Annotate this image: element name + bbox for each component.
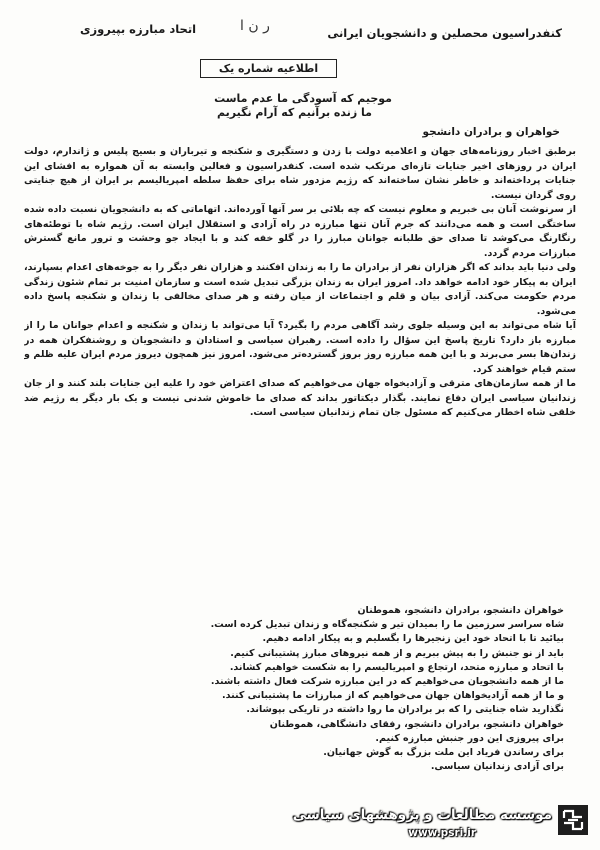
body-paragraph: آیا شاه می‌تواند به این وسیله جلوی رشد آگاهی مردم را بگیرد؟ آیا می‌تواند با زندان و شکنجه و اعدام جوانان ما را از مبارزه باز دارد؟ تاریخ پاسخ این سؤال را داده است. رهبران سیاسی و استادان و دانشجویان و روشنفکران همه در زندان‌ها بسر می‌برند و با این همه مبارزه روز بروز گسترده‌تر می‌شود. امروز نیز همچون دیروز مردم ایران علیه ظلم و ستم قیام خواهند کرد. <box>24 320 576 375</box>
closing-line: خواهران دانشجو، برادران دانشجو، رفقای دانشگاهی، هموطنان <box>269 718 564 730</box>
organization-header: کنفدراسیون محصلین و دانشجویان ایرانی <box>327 26 562 40</box>
closing-line: شاه سراسر سرزمین ما را بمیدان تیر و شکنجه‌گاه و زندان تبدیل کرده است. <box>210 619 564 631</box>
closing-line: نگذارید شاه جنایتی را که بر برادران ما روا داشته در تاریکی بپوشاند. <box>246 704 564 716</box>
institute-name: موسسه مطالعات و پژوهشهای سیاسی <box>292 807 552 823</box>
closing-line: با اتحاد و مبارزه متحد، ارتجاع و امپریالیسم را به شکست خواهیم کشاند. <box>229 661 564 673</box>
institute-logo-icon <box>558 805 588 835</box>
closing-section <box>34 604 564 774</box>
body-text <box>24 145 576 600</box>
closing-line: بیائید تا با اتحاد خود این زنجیرها را بگسلیم و به پیکار ادامه دهیم. <box>262 633 564 645</box>
body-paragraph: از سرنوشت آنان بی خبریم و معلوم نیست که چه بلائی بر سر آنها آورده‌اند. اتهاماتی که به دانشجویان نسبت داده شده ساختگی است و همه می‌دانند که جرم آنان تنها مبارزه در راه آزادی و استقلال ایران است. رژیم شاه با توطئه‌های رنگارنگ می‌کوشد تا صدای حق طلبانه جوانان مبارز را در گلو خفه کند و با ایجاد جو وحشت و ترور مانع گسترش مبارزات مردم گردد. <box>24 204 576 259</box>
institute-url[interactable]: www.psri.ir <box>408 827 476 839</box>
body-paragraph: برطبق اخبار روزنامه‌های جهان و اعلامیه دولت با زدن و دستگیری و شکنجه و تیرباران و بسیج پلیس و ژاندارم، دولت ایران در روزهای اخیر جنایات تازه‌ای مرتکب شده است. کنفدراسیون و فعالین وابسته به آن همواره به افشای این جنایات پرداخته‌اند و خاطر نشان ساخته‌اند که رژیم مزدور شاه برای حفظ سلطه امپریالیسم بر ایران از هیچ جنایتی روی گردان نیست. <box>24 146 576 201</box>
greeting: خواهران و برادران دانشجو <box>422 126 560 138</box>
union-header: اتحاد مبارزه بپیروزی <box>80 22 197 36</box>
closing-line: برای رساندن فریاد این ملت بزرگ به گوش جهانیان. <box>323 747 564 759</box>
closing-line: برای آزادی زندانیان سیاسی. <box>430 761 564 773</box>
closing-line: برای پیروزی این دور جنبش مبارزه کنیم. <box>375 732 564 744</box>
header-separator: ر ن ا <box>240 18 270 34</box>
verse-line-2: ما زنده برآنیم که آرام نگیریم <box>216 106 372 119</box>
closing-line: خواهران دانشجو، برادران دانشجو، هموطنان <box>357 605 564 616</box>
body-paragraph: ولی دنیا باید بداند که اگر هزاران نفر از برادران ما را به زندان افکنند و هزاران نفر دیگر را به جوخه‌های اعدام بسپارند، ایران به پیکار خود ادامه خواهد داد. امروز ایران به زندان بزرگی تبدیل شده است و سازمان امنیت بر تمام شئون زندگی مردم حکومت می‌کند. آزادی بیان و قلم و اجتماعات از میان رفته و هر صدای مخالفی با زندان و شکنجه پاسخ داده می‌شود. <box>24 262 576 317</box>
closing-line: و ما از همه آزادیخواهان جهان می‌خواهیم که از مبارزات ما پشتیبانی کنند. <box>221 690 564 702</box>
body-paragraph: ما از همه سازمان‌های مترقی و آزادیخواه جهان می‌خواهیم که صدای اعتراض خود را علیه این جنایات بلند کنند و از جان زندانیان سیاسی ایران دفاع نمایند. بگذار دیکتاتور بداند که صدای ما خاموش شدنی نیست و یک بار دیگر به رژیم ضد خلقی شاه اخطار می‌کنیم که مسئول جان تمام زندانیان سیاسی است. <box>24 378 576 418</box>
closing-line: ما از همه دانشجویان می‌خواهیم که در این مبارزه شرکت فعال داشته باشند. <box>210 676 564 688</box>
verse-line-1: موجیم که آسودگی ما عدم ماست <box>214 92 392 105</box>
closing-line: باید از نو جنبش را به پیش ببریم و از همه نیروهای مبارز پشتیبانی کنیم. <box>230 647 564 659</box>
announcement-title: اطلاعیه شماره یک <box>200 59 337 78</box>
